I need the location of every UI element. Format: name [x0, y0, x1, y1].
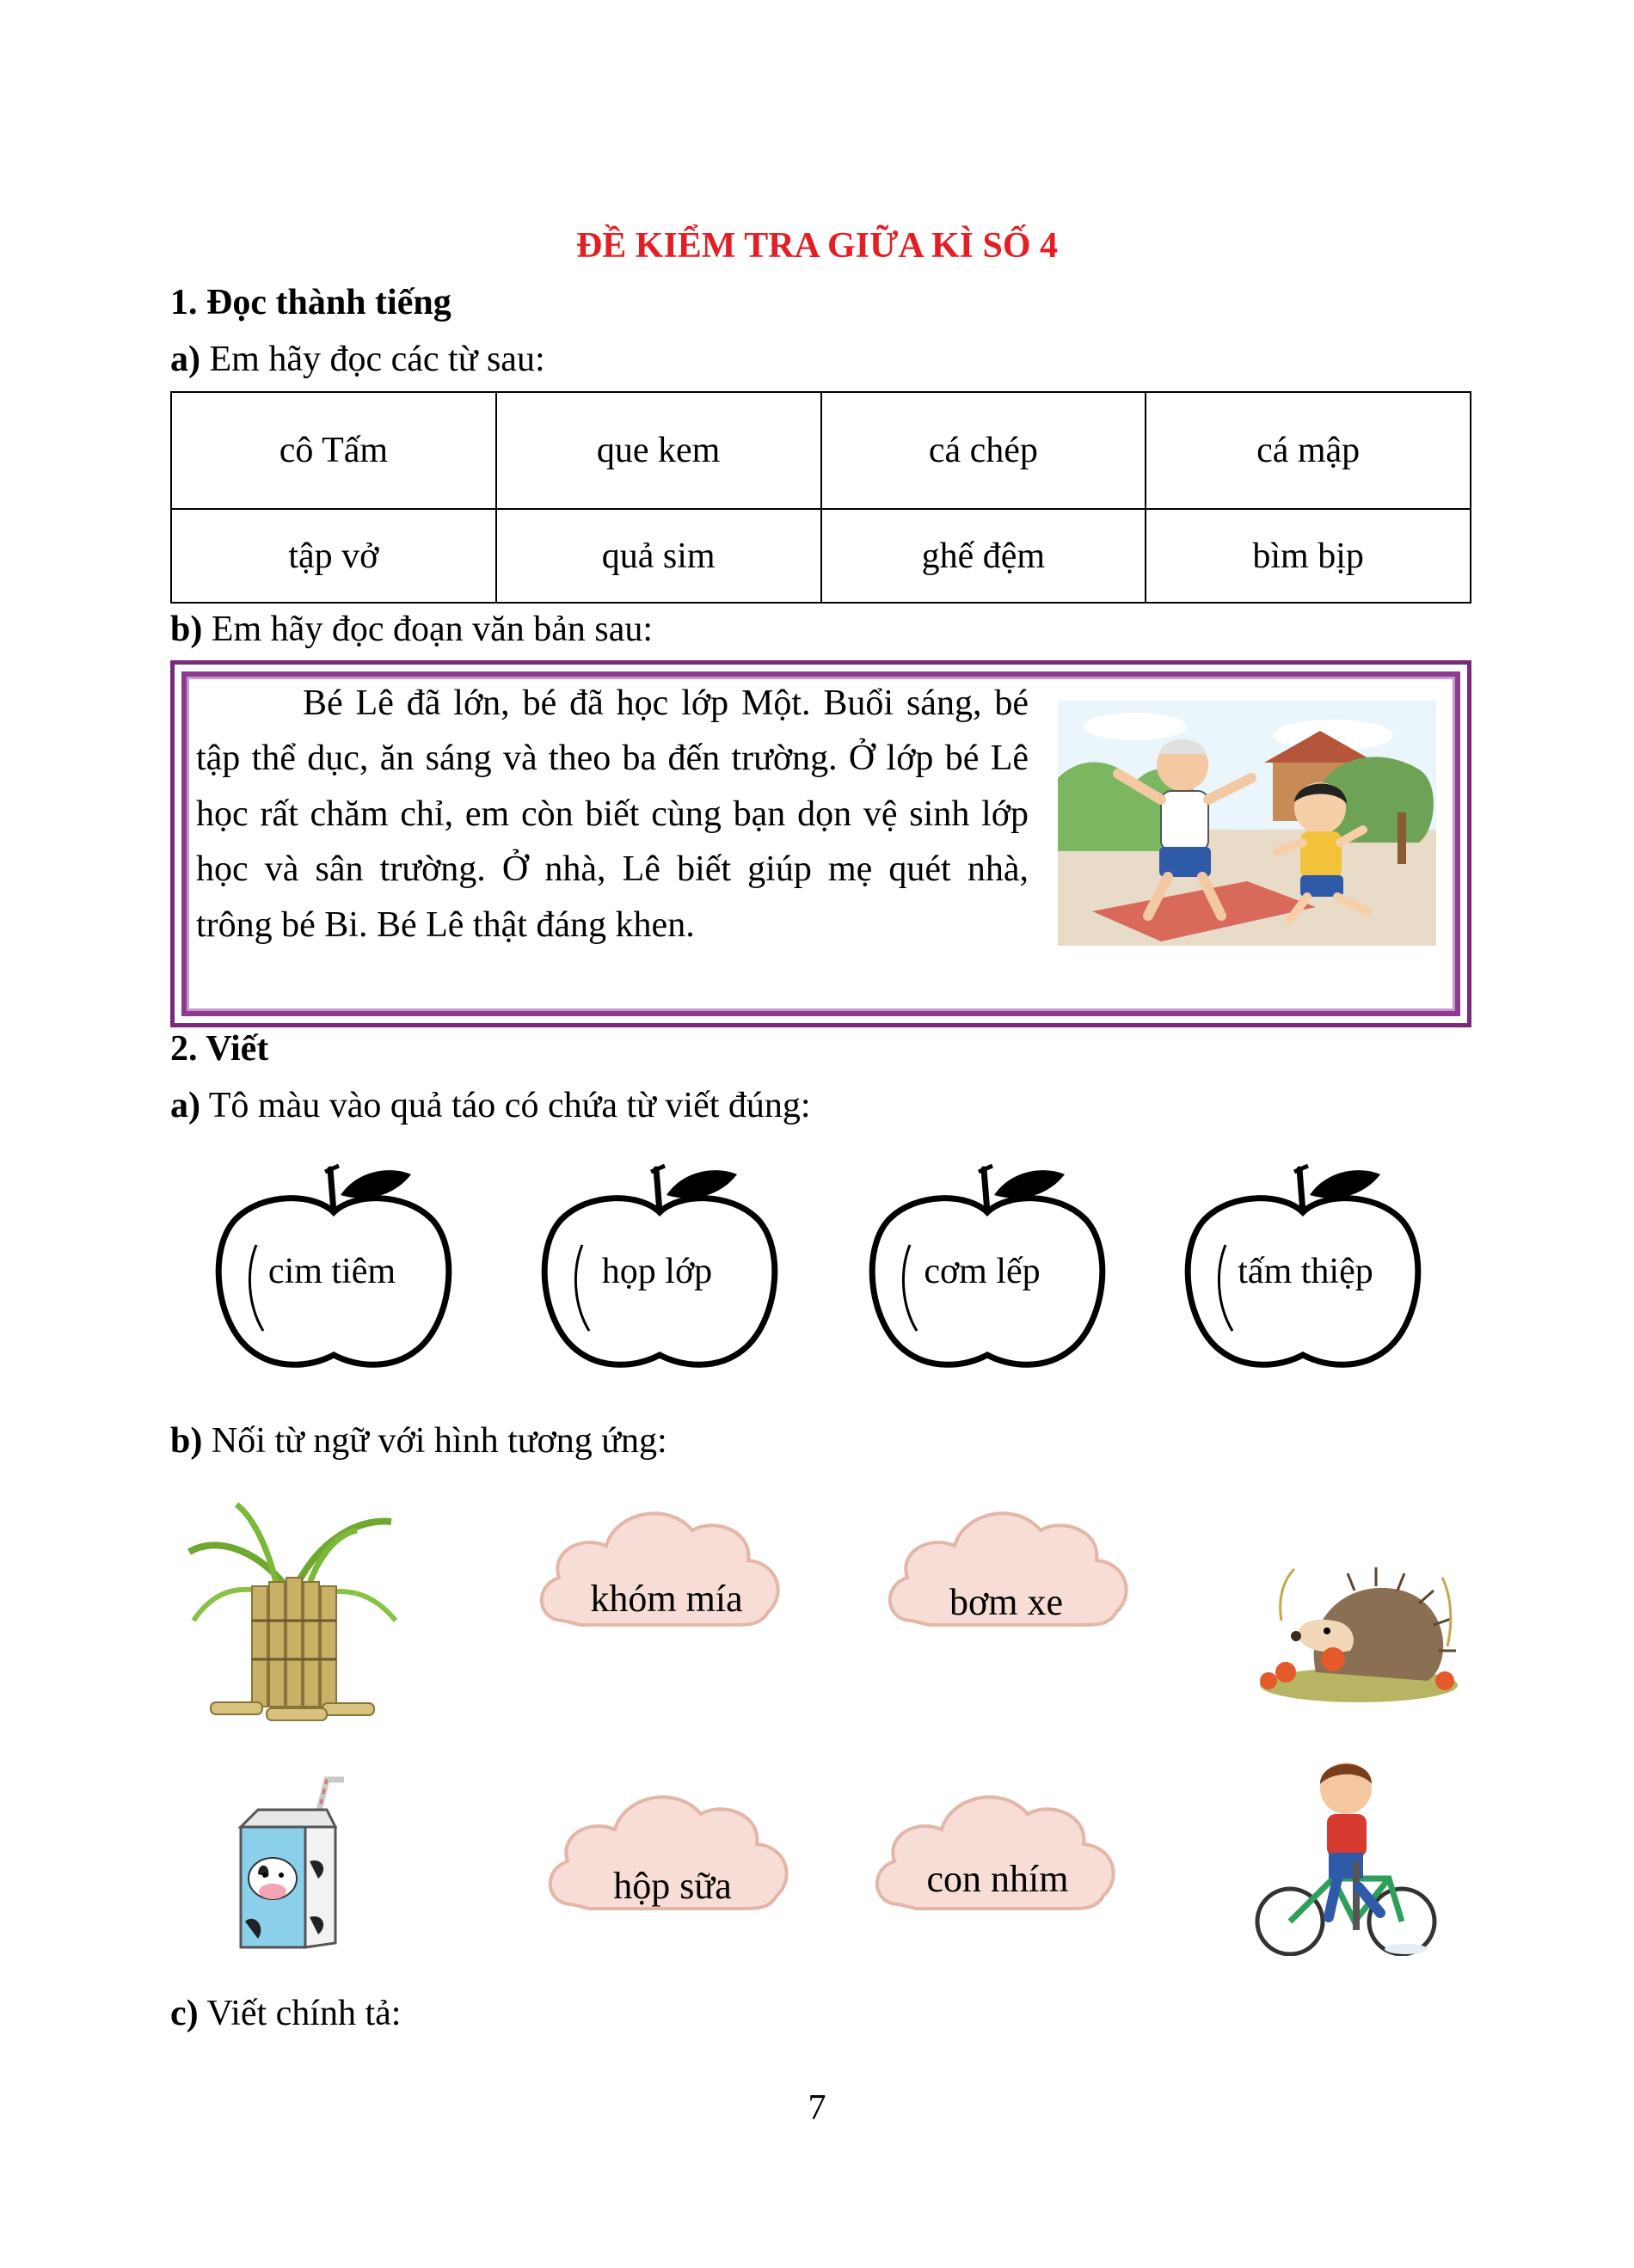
- words-table: [170, 391, 1471, 604]
- apple-word: cim tiêm: [267, 1252, 396, 1291]
- cloud-shape[interactable]: [529, 1496, 796, 1649]
- reading-passage: Bé Lê đã lớn, bé đã học lớp Một. Buổi sáng, bé tập thể dục, ăn sáng và theo ba đến trường. Ở lớp bé Lê học rất chăm chỉ, em còn biết cùng bạn dọn vệ sinh lớp học và sân trường. Ở nhà, Lê biết giúp mẹ quét nhà, trông bé Bi. Bé Lê thật đáng khen.: [196, 683, 1029, 945]
- section1-b-text: Em hãy đọc đoạn văn bản sau:: [202, 610, 654, 649]
- section1-heading: 1. Đọc thành tiếng: [170, 283, 452, 322]
- cloud-word: bơm xe: [949, 1581, 1064, 1623]
- section1-b-prefix: b): [170, 610, 203, 649]
- section1-a-instruction: [170, 339, 545, 380]
- section2-b-prefix: b): [170, 1421, 203, 1461]
- cloud-shape[interactable]: [538, 1780, 804, 1933]
- hedgehog-image[interactable]: [1251, 1543, 1466, 1707]
- section2-c-prefix: c): [170, 1994, 199, 2033]
- words-row: [171, 509, 1471, 603]
- sugarcane-image[interactable]: [185, 1500, 400, 1728]
- section1-a-prefix: a): [170, 340, 200, 379]
- word-cell: ghế đệm: [821, 509, 1146, 603]
- section2-b-text: Nối từ ngữ với hình tương ứng:: [202, 1421, 667, 1461]
- word-cell: cá mập: [1146, 392, 1471, 509]
- section2-c-text: Viết chính tả:: [198, 1994, 402, 2033]
- section2-c-instruction: [170, 1993, 401, 2034]
- milk-box-image[interactable]: [232, 1775, 361, 1956]
- cloud-shape[interactable]: [877, 1496, 1144, 1649]
- words-row: [171, 392, 1471, 509]
- cloud-shape[interactable]: [864, 1780, 1131, 1933]
- word-cell: cô Tấm: [171, 392, 496, 509]
- section2-a-text: Tô màu vào quả táo có chứa từ viết đúng:: [200, 1086, 811, 1125]
- word-cell: quả sim: [496, 509, 821, 603]
- page-title: ĐỀ KIỂM TRA GIỮA KÌ SỐ 4: [575, 226, 1059, 266]
- page-number: 7: [808, 2088, 826, 2128]
- exercise-illustration: [1058, 701, 1436, 946]
- section2-a-prefix: a): [170, 1086, 200, 1125]
- word-cell: tập vở: [171, 509, 496, 603]
- section2-b-instruction: [170, 1420, 667, 1462]
- word-cell: bìm bịp: [1146, 509, 1471, 603]
- section1-a-text: Em hãy đọc các từ sau:: [200, 340, 545, 379]
- apple-word: họp lớp: [601, 1252, 713, 1291]
- cloud-word: hộp sữa: [613, 1865, 732, 1907]
- section2-heading: 2. Viết: [170, 1029, 269, 1069]
- bicycle-boy-image[interactable]: [1251, 1750, 1440, 1956]
- section2-a-instruction: [170, 1085, 811, 1126]
- apple-word: cơm lếp: [924, 1252, 1041, 1291]
- word-cell: cá chép: [821, 392, 1146, 509]
- apple-word: tấm thiệp: [1238, 1252, 1373, 1291]
- word-cell: que kem: [496, 392, 821, 509]
- cloud-word: con nhím: [926, 1858, 1069, 1900]
- cloud-word: khóm mía: [590, 1578, 743, 1620]
- section1-b-instruction: [170, 609, 653, 650]
